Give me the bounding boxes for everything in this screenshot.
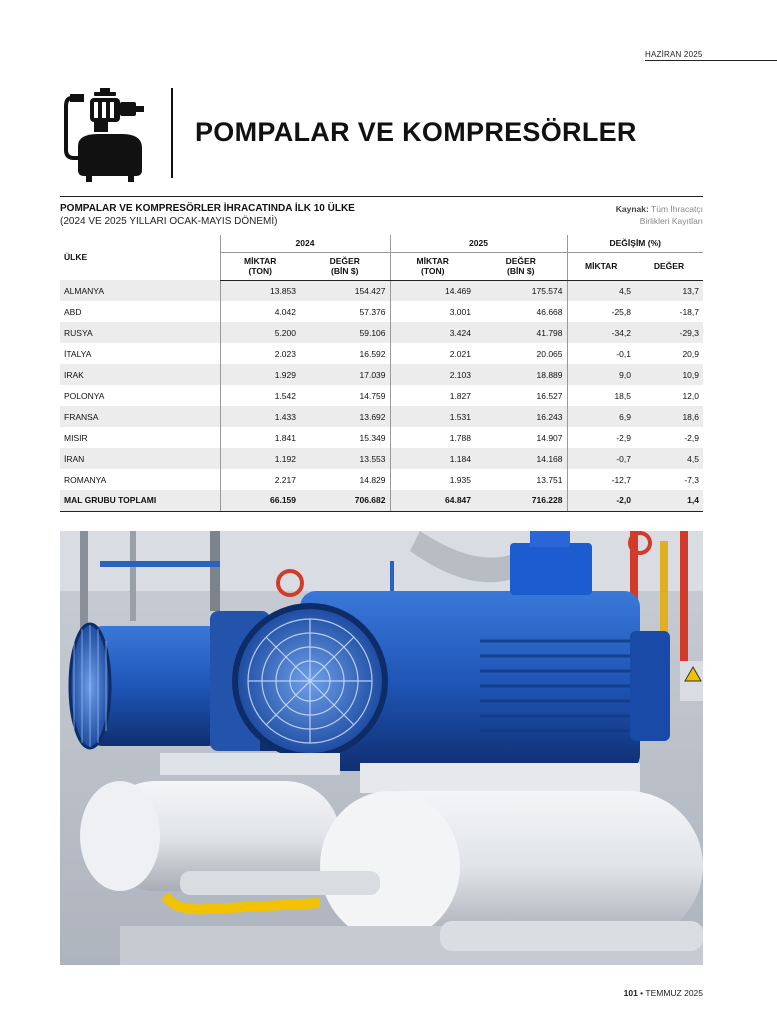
cell-qty-2024: 2.023: [220, 343, 300, 364]
cell-value-2024: 17.039: [300, 364, 390, 385]
cell-value-2025: 14.168: [475, 448, 567, 469]
cell-country: İRAN: [60, 448, 220, 469]
cell-value-2024: 154.427: [300, 280, 390, 301]
table-row: [60, 280, 703, 301]
header-country: ÜLKE: [64, 252, 88, 262]
total-value-2024: 706.682: [300, 490, 390, 511]
cell-country: POLONYA: [64, 390, 105, 401]
cell-change-qty: -12,7: [567, 469, 635, 490]
page-number: 101: [623, 988, 638, 998]
issue-rule: [645, 60, 777, 61]
header-change-qty: MİKTAR: [567, 252, 635, 280]
compressor-photo: [60, 531, 703, 965]
cell-qty-2024: 4.042: [220, 301, 300, 322]
header-year-2025: 2025: [390, 235, 567, 252]
cell-qty-2024: 1.841: [220, 427, 300, 448]
cell-country: IRAK: [60, 364, 220, 385]
cell-change-qty: -0,7: [567, 448, 635, 469]
cell-qty-2024: 1.542: [220, 385, 300, 406]
table-row: [60, 385, 703, 406]
cell-change-value: -7,3: [684, 474, 699, 485]
cell-country: ABD: [64, 306, 82, 317]
cell-value-2025: 16.527: [536, 390, 563, 401]
table-row: [60, 322, 703, 343]
cell-qty-2025: 14.469: [390, 280, 475, 301]
cell-change-qty: -2,9: [567, 427, 635, 448]
cell-qty-2025: 2.103: [390, 364, 475, 385]
cell-value-2025: 13.751: [536, 474, 563, 485]
table-row: [60, 406, 703, 427]
header-qty-2025: MİKTAR (TON): [390, 252, 475, 280]
cell-qty-2025: 1.935: [390, 469, 475, 490]
cell-value-2024: 14.829: [359, 474, 386, 485]
cell-value-2024: 13.553: [300, 448, 390, 469]
table-row: [60, 427, 703, 448]
page-title: POMPALAR VE KOMPRESÖRLER: [195, 117, 637, 147]
cell-change-qty: 9,0: [567, 364, 635, 385]
cell-qty-2025: 3.424: [390, 322, 475, 343]
header-year-2024: 2024: [220, 235, 390, 252]
export-table: [60, 235, 703, 512]
cell-qty-2025: 1.827: [390, 385, 475, 406]
cell-country: ROMANYA: [64, 474, 107, 485]
cell-qty-2025: 1.184: [390, 448, 475, 469]
cell-country: MISIR: [64, 432, 88, 443]
cell-value-2024: 14.759: [359, 390, 386, 401]
cell-change-qty: -34,2: [567, 322, 635, 343]
table-body: [60, 280, 703, 511]
folio-issue: TEMMUZ 2025: [645, 988, 703, 998]
table-row: [60, 364, 703, 385]
cell-value-2024: 59.106: [300, 322, 390, 343]
cell-qty-2024: 2.217: [220, 469, 300, 490]
table-title: POMPALAR VE KOMPRESÖRLER İHRACATINDA İLK 10 ÜLKE: [60, 203, 355, 214]
total-change-qty: -2,0: [567, 490, 635, 511]
total-qty-2024: 66.159: [220, 490, 300, 511]
cell-qty-2025: 3.001: [390, 301, 475, 322]
table-subtitle: (2024 VE 2025 YILLARI OCAK-MAYIS DÖNEMİ): [60, 216, 278, 227]
table-total-row: [60, 490, 703, 511]
cell-change-value: 13,7: [635, 280, 703, 301]
total-change-value: 1,4: [635, 490, 703, 511]
cell-qty-2024: 13.853: [220, 280, 300, 301]
table-top-rule: [60, 196, 703, 197]
page-folio: [624, 988, 703, 998]
cell-qty-2025: 1.531: [390, 406, 475, 427]
table-row: [60, 343, 703, 364]
cell-change-qty: 6,9: [567, 406, 635, 427]
cell-country: ALMANYA: [60, 280, 220, 301]
cell-qty-2025: 2.021: [390, 343, 475, 364]
cell-value-2025: 46.668: [536, 306, 563, 317]
cell-change-qty: 4,5: [567, 280, 635, 301]
cell-change-value: -29,3: [635, 322, 703, 343]
cell-value-2025: 41.798: [475, 322, 567, 343]
table-row: [60, 469, 703, 490]
table-row: [60, 301, 703, 322]
cell-change-qty: -0,1: [567, 343, 635, 364]
cell-change-value: -2,9: [684, 432, 699, 443]
cell-change-value: 4,5: [635, 448, 703, 469]
table-row: [60, 448, 703, 469]
cell-value-2024: 57.376: [359, 306, 386, 317]
cell-value-2025: 175.574: [475, 280, 567, 301]
total-country: MAL GRUBU TOPLAMI: [60, 490, 220, 511]
cell-value-2025: 16.243: [475, 406, 567, 427]
cell-change-value: 20,9: [682, 348, 699, 359]
source-note: [593, 203, 703, 227]
cell-change-value: 12,0: [682, 390, 699, 401]
cell-value-2025: 20.065: [536, 348, 563, 359]
title-separator: [171, 88, 173, 178]
cell-qty-2024: 1.929: [220, 364, 300, 385]
cell-change-value: -18,7: [679, 306, 699, 317]
cell-country: FRANSA: [60, 406, 220, 427]
issue-label: HAZİRAN 2025: [645, 50, 703, 59]
folio-bullet: •: [640, 988, 644, 998]
cell-value-2024: 13.692: [300, 406, 390, 427]
cell-change-value: 18,6: [635, 406, 703, 427]
total-value-2025: 716.228: [475, 490, 567, 511]
header-value-2025: DEĞER (BİN $): [475, 252, 567, 280]
total-qty-2025: 64.847: [390, 490, 475, 511]
cell-change-value: 10,9: [635, 364, 703, 385]
water-pump-icon: [64, 86, 148, 182]
header-value-2024: DEĞER (BİN $): [300, 252, 390, 280]
cell-change-qty: 18,5: [567, 385, 635, 406]
cell-value-2025: 14.907: [536, 432, 563, 443]
cell-qty-2024: 5.200: [220, 322, 300, 343]
header-change-value: DEĞER: [635, 252, 703, 280]
cell-country: İTALYA: [64, 348, 92, 359]
header-qty-2024: MİKTAR (TON): [220, 252, 300, 280]
cell-country: RUSYA: [60, 322, 220, 343]
cell-change-qty: -25,8: [567, 301, 635, 322]
cell-value-2024: 15.349: [359, 432, 386, 443]
cell-qty-2024: 1.192: [220, 448, 300, 469]
header-change: DEĞİŞİM (%): [567, 235, 703, 252]
cell-value-2024: 16.592: [359, 348, 386, 359]
cell-value-2025: 18.889: [475, 364, 567, 385]
cell-qty-2024: 1.433: [220, 406, 300, 427]
cell-qty-2025: 1.788: [390, 427, 475, 448]
source-text: Tüm İhracatçı Birlikleri Kayıtları: [639, 204, 703, 226]
source-label: Kaynak:: [615, 204, 649, 214]
